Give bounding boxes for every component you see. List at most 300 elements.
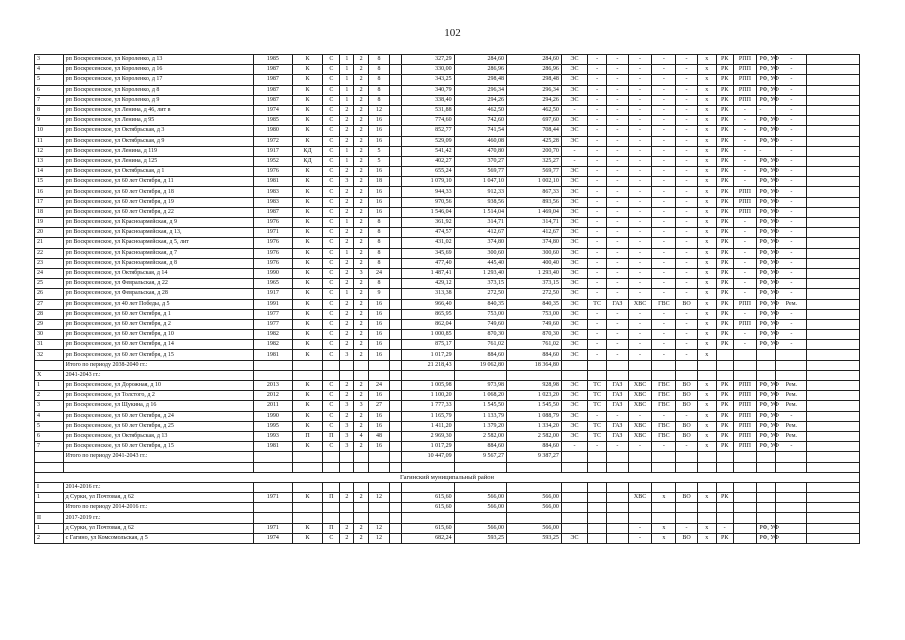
cell-extra — [807, 391, 860, 401]
cell-rem: - — [776, 340, 807, 350]
cell-total-area — [402, 482, 454, 492]
cell-address: рп Воскресенское, ул Красноармейская, д 7 — [63, 248, 254, 258]
cell-rem: Рем. — [776, 381, 807, 391]
cell-rk — [716, 350, 733, 360]
cell-rf-uf — [757, 503, 776, 513]
cell-total-area: 615,60 — [402, 523, 454, 533]
cell-wall-material: К — [292, 523, 323, 533]
cell-rk: РК — [716, 136, 733, 146]
cell-type: С — [323, 309, 340, 319]
cell-es: ЭС — [561, 187, 587, 197]
cell-year: 1987 — [254, 65, 292, 75]
cell-entrances — [354, 482, 368, 492]
cell-rem: Рем. — [776, 299, 807, 309]
cell-es: ЭС — [561, 401, 587, 411]
cell-rf-uf: РФ, УФ — [757, 421, 776, 431]
cell-address: рп Воскресенское, ул Красноармейская, д 5, лит — [63, 238, 254, 248]
cell-entrances: 2 — [354, 197, 368, 207]
cell-wall-material: К — [292, 493, 323, 503]
cell-type: С — [323, 279, 340, 289]
cell-floors: 1 — [340, 65, 354, 75]
cell-hvs: - — [628, 75, 652, 85]
cell-address: 2041-2043 гг.: — [63, 370, 254, 380]
table-row — [35, 75, 860, 85]
cell-entrances — [354, 503, 368, 513]
cell-floors: 3 — [340, 401, 354, 411]
cell-year — [254, 370, 292, 380]
cell-extra — [807, 493, 860, 503]
cell-year: 1980 — [254, 126, 292, 136]
cell-rpp: - — [733, 268, 757, 278]
cell-ts: - — [588, 319, 607, 329]
cell-apartments — [368, 503, 389, 513]
table-row — [35, 105, 860, 115]
cell-vo: - — [676, 319, 697, 329]
cell-rk: РК — [716, 75, 733, 85]
cell-living-area: 884,60 — [454, 442, 506, 452]
cell-rem: - — [776, 105, 807, 115]
cell-extra — [807, 279, 860, 289]
cell-address: рп Воскресенское, ул Октябрьская, д 14 — [63, 268, 254, 278]
cell-address: рп Воскресенское, ул 60 лет Октября, д 15 — [63, 442, 254, 452]
cell-extra — [807, 105, 860, 115]
cell-living-area: 1 068,20 — [454, 391, 506, 401]
cell-floors: 2 — [340, 411, 354, 421]
cell-address: рп Воскресенское, ул Ленина, д 119 — [63, 146, 254, 156]
cell-blank — [390, 462, 402, 472]
cell-wall-material: К — [292, 218, 323, 228]
cell-number: II — [35, 513, 64, 523]
cell-apartments: 8 — [368, 55, 389, 65]
cell-address: рп Воскресенское, ул Октябрьская, д 13 — [63, 431, 254, 441]
cell-vo: ВО — [676, 381, 697, 391]
cell-living-area: 272,50 — [454, 289, 506, 299]
cell-residential-area: 697,60 — [507, 116, 562, 126]
cell-type: П — [323, 431, 340, 441]
cell-number: 6 — [35, 431, 64, 441]
cell-rf-uf: РФ, УФ — [757, 116, 776, 126]
cell-wall-material: К — [292, 85, 323, 95]
cell-type: С — [323, 197, 340, 207]
cell-address: рп Воскресенское, ул 60 лет Октября, д 24 — [63, 411, 254, 421]
cell-vo — [676, 360, 697, 370]
cell-wall-material: К — [292, 401, 323, 411]
cell-address: рп Воскресенское, ул 60 лет Октября, д 22 — [63, 207, 254, 217]
cell-living-area: 374,80 — [454, 238, 506, 248]
cell-address: рп Воскресенское, ул 60 лет Октября, д 15 — [63, 350, 254, 360]
cell-vo: - — [676, 146, 697, 156]
cell-rk: РК — [716, 319, 733, 329]
cell-hvs — [628, 452, 652, 462]
cell-floors: 1 — [340, 95, 354, 105]
cell-wall-material — [292, 482, 323, 492]
cell-floors: 2 — [340, 319, 354, 329]
cell-rem: - — [776, 167, 807, 177]
cell-total-area — [402, 370, 454, 380]
cell-x — [697, 462, 716, 472]
table-row — [35, 503, 860, 513]
cell-year: 1974 — [254, 105, 292, 115]
cell-rem: - — [776, 146, 807, 156]
cell-rk: РК — [716, 299, 733, 309]
cell-living-area — [454, 370, 506, 380]
cell-number: 14 — [35, 167, 64, 177]
cell-gaz: - — [607, 228, 628, 238]
cell-type: С — [323, 391, 340, 401]
cell-es: ЭС — [561, 238, 587, 248]
cell-floors: 2 — [340, 330, 354, 340]
cell-gvs: - — [652, 350, 676, 360]
table-row — [35, 482, 860, 492]
cell-total-area: 431,02 — [402, 238, 454, 248]
cell-rem: - — [776, 126, 807, 136]
cell-residential-area: 400,40 — [507, 258, 562, 268]
cell-living-area: 1 514,04 — [454, 207, 506, 217]
cell-apartments: 18 — [368, 177, 389, 187]
cell-residential-area: 1 088,79 — [507, 411, 562, 421]
cell-living-area: 298,48 — [454, 75, 506, 85]
cell-gaz — [607, 523, 628, 533]
cell-blank — [390, 452, 402, 462]
cell-rf-uf: РФ, УФ — [757, 431, 776, 441]
cell-ts — [588, 523, 607, 533]
table-row — [35, 309, 860, 319]
cell-total-area: 1 079,10 — [402, 177, 454, 187]
cell-gvs: - — [652, 136, 676, 146]
cell-apartments: 16 — [368, 411, 389, 421]
cell-ts: ТС — [588, 299, 607, 309]
cell-residential-area: 286,96 — [507, 65, 562, 75]
cell-rk: РК — [716, 55, 733, 65]
cell-ts — [588, 482, 607, 492]
cell-apartments: 16 — [368, 126, 389, 136]
cell-hvs — [628, 370, 652, 380]
cell-gaz: - — [607, 207, 628, 217]
cell-gaz: - — [607, 146, 628, 156]
cell-rk: РК — [716, 248, 733, 258]
cell-address: рп Воскресенское, ул 60 лет Октября, д 19 — [63, 197, 254, 207]
cell-vo — [676, 462, 697, 472]
cell-gaz: - — [607, 126, 628, 136]
section-title: Гагинский муниципальный район — [35, 472, 860, 482]
cell-rk: РК — [716, 85, 733, 95]
cell-address: рп Воскресенское, ул Щукина, д 16 — [63, 401, 254, 411]
cell-total-area: 774,60 — [402, 116, 454, 126]
cell-number: 4 — [35, 65, 64, 75]
cell-blank — [390, 177, 402, 187]
cell-floors: 2 — [340, 238, 354, 248]
cell-gvs: ГВС — [652, 431, 676, 441]
cell-gvs: - — [652, 228, 676, 238]
cell-gaz — [607, 452, 628, 462]
cell-x: х — [697, 330, 716, 340]
cell-wall-material — [292, 370, 323, 380]
cell-rpp: РПП — [733, 95, 757, 105]
cell-floors — [340, 452, 354, 462]
cell-address: рп Воскресенское, ул Короленко, д 9 — [63, 95, 254, 105]
cell-vo — [676, 513, 697, 523]
cell-residential-area: 300,60 — [507, 248, 562, 258]
cell-extra — [807, 75, 860, 85]
cell-number: 1 — [35, 381, 64, 391]
cell-floors: 2 — [340, 187, 354, 197]
cell-rf-uf: РФ, УФ — [757, 136, 776, 146]
cell-year: 1917 — [254, 289, 292, 299]
cell-rpp: - — [733, 136, 757, 146]
cell-blank — [390, 75, 402, 85]
cell-rf-uf: РФ, УФ — [757, 167, 776, 177]
cell-rk: РК — [716, 187, 733, 197]
cell-living-area: 742,60 — [454, 116, 506, 126]
cell-living-area — [454, 513, 506, 523]
cell-entrances: 2 — [354, 218, 368, 228]
cell-apartments: 8 — [368, 85, 389, 95]
cell-rf-uf — [757, 370, 776, 380]
cell-rem: Рем. — [776, 421, 807, 431]
cell-type: С — [323, 381, 340, 391]
cell-vo: - — [676, 167, 697, 177]
cell-ts: ТС — [588, 381, 607, 391]
cell-blank — [390, 105, 402, 115]
cell-apartments — [368, 462, 389, 472]
cell-rpp: - — [733, 167, 757, 177]
cell-gvs: - — [652, 207, 676, 217]
cell-hvs: - — [628, 207, 652, 217]
cell-x: х — [697, 279, 716, 289]
cell-type: С — [323, 218, 340, 228]
table-row — [35, 391, 860, 401]
table-row — [35, 523, 860, 533]
cell-year: 1983 — [254, 197, 292, 207]
cell-residential-area: 867,33 — [507, 187, 562, 197]
cell-floors: 1 — [340, 218, 354, 228]
cell-blank — [390, 207, 402, 217]
cell-number: 6 — [35, 85, 64, 95]
cell-rpp: - — [733, 330, 757, 340]
cell-total-area: 531,88 — [402, 105, 454, 115]
cell-address: рп Воскресенское, ул Октябрьская, д 9 — [63, 136, 254, 146]
cell-gvs: ГВС — [652, 391, 676, 401]
table-row — [35, 126, 860, 136]
cell-rf-uf: РФ, УФ — [757, 289, 776, 299]
cell-es: ЭС — [561, 55, 587, 65]
cell-es: ЭС — [561, 299, 587, 309]
cell-total-area: 10 447,09 — [402, 452, 454, 462]
cell-type: С — [323, 65, 340, 75]
cell-address: рп Воскресенское, ул Февральская, д 22 — [63, 279, 254, 289]
cell-x: х — [697, 289, 716, 299]
cell-x: х — [697, 350, 716, 360]
cell-residential-area: 200,70 — [507, 146, 562, 156]
cell-residential-area: 284,60 — [507, 55, 562, 65]
cell-extra — [807, 187, 860, 197]
cell-living-area — [454, 462, 506, 472]
cell-gvs: - — [652, 75, 676, 85]
cell-floors: 1 — [340, 55, 354, 65]
cell-year: 1990 — [254, 268, 292, 278]
cell-extra — [807, 258, 860, 268]
cell-number: 2 — [35, 391, 64, 401]
cell-hvs: ХВС — [628, 391, 652, 401]
cell-hvs: - — [628, 177, 652, 187]
cell-wall-material: К — [292, 258, 323, 268]
cell-apartments: 8 — [368, 218, 389, 228]
cell-type: С — [323, 421, 340, 431]
cell-gvs — [652, 452, 676, 462]
cell-living-area: 569,77 — [454, 167, 506, 177]
cell-rpp: - — [733, 279, 757, 289]
cell-apartments: 8 — [368, 248, 389, 258]
cell-floors — [340, 462, 354, 472]
cell-x: х — [697, 105, 716, 115]
cell-address: д Сурки, ул Почтовая, д 62 — [63, 523, 254, 533]
cell-total-area: 682,24 — [402, 533, 454, 543]
cell-gaz: - — [607, 330, 628, 340]
cell-floors: 2 — [340, 309, 354, 319]
cell-hvs: - — [628, 187, 652, 197]
cell-entrances: 2 — [354, 238, 368, 248]
cell-vo: - — [676, 279, 697, 289]
cell-entrances: 2 — [354, 421, 368, 431]
cell-extra — [807, 116, 860, 126]
cell-gvs: - — [652, 197, 676, 207]
cell-ts: ТС — [588, 391, 607, 401]
cell-hvs: - — [628, 55, 652, 65]
cell-rf-uf: РФ, УФ — [757, 238, 776, 248]
table-row — [35, 95, 860, 105]
cell-address: рп Воскресенское, ул Короленко, д 17 — [63, 75, 254, 85]
cell-blank — [390, 289, 402, 299]
cell-address: рп Воскресенское, ул Дорожная, д 10 — [63, 381, 254, 391]
cell-blank — [390, 85, 402, 95]
cell-type — [323, 360, 340, 370]
cell-es: ЭС — [561, 309, 587, 319]
cell-hvs: - — [628, 350, 652, 360]
cell-floors: 2 — [340, 533, 354, 543]
cell-gaz: - — [607, 442, 628, 452]
cell-rpp — [733, 533, 757, 543]
cell-x — [697, 452, 716, 462]
cell-entrances: 2 — [354, 126, 368, 136]
cell-entrances: 2 — [354, 381, 368, 391]
cell-hvs: - — [628, 146, 652, 156]
table-row — [35, 350, 860, 360]
cell-floors: 3 — [340, 421, 354, 431]
cell-rf-uf: РФ, УФ — [757, 156, 776, 166]
cell-floors: 2 — [340, 126, 354, 136]
cell-gvs: ГВС — [652, 381, 676, 391]
cell-ts: - — [588, 258, 607, 268]
cell-gvs: - — [652, 167, 676, 177]
cell-entrances — [354, 513, 368, 523]
cell-extra — [807, 381, 860, 391]
table-row — [35, 207, 860, 217]
cell-x — [697, 370, 716, 380]
table-row — [35, 197, 860, 207]
cell-number: 7 — [35, 95, 64, 105]
cell-x: х — [697, 65, 716, 75]
cell-residential-area: 294,26 — [507, 95, 562, 105]
cell-x: х — [697, 55, 716, 65]
cell-gaz — [607, 482, 628, 492]
cell-gvs — [652, 482, 676, 492]
cell-gvs — [652, 462, 676, 472]
cell-vo — [676, 370, 697, 380]
cell-gaz: - — [607, 156, 628, 166]
cell-rf-uf — [757, 482, 776, 492]
cell-floors: 2 — [340, 116, 354, 126]
cell-ts — [588, 360, 607, 370]
cell-gvs: - — [652, 319, 676, 329]
cell-year: 2013 — [254, 381, 292, 391]
cell-floors: 1 — [340, 146, 354, 156]
cell-hvs: ХВС — [628, 493, 652, 503]
cell-year: 1983 — [254, 187, 292, 197]
table-row — [35, 187, 860, 197]
cell-wall-material: К — [292, 228, 323, 238]
cell-gaz: - — [607, 197, 628, 207]
cell-hvs: - — [628, 105, 652, 115]
cell-wall-material: К — [292, 299, 323, 309]
cell-ts: - — [588, 197, 607, 207]
cell-type: П — [323, 523, 340, 533]
cell-gaz: - — [607, 238, 628, 248]
cell-rk: РК — [716, 167, 733, 177]
cell-ts: - — [588, 65, 607, 75]
cell-floors: 1 — [340, 85, 354, 95]
cell-type: С — [323, 126, 340, 136]
cell-rpp — [733, 493, 757, 503]
cell-extra — [807, 197, 860, 207]
cell-number: 28 — [35, 309, 64, 319]
cell-entrances: 2 — [354, 289, 368, 299]
cell-rk: РК — [716, 95, 733, 105]
cell-vo: - — [676, 126, 697, 136]
cell-number: 17 — [35, 197, 64, 207]
cell-rk — [716, 513, 733, 523]
cell-rf-uf: РФ, УФ — [757, 319, 776, 329]
cell-rem: - — [776, 319, 807, 329]
cell-es: ЭС — [561, 289, 587, 299]
cell-wall-material: К — [292, 309, 323, 319]
cell-rem — [776, 452, 807, 462]
cell-gaz: - — [607, 95, 628, 105]
cell-floors: 2 — [340, 197, 354, 207]
cell-apartments: 24 — [368, 381, 389, 391]
cell-rem: Рем. — [776, 431, 807, 441]
cell-living-area: 1 379,20 — [454, 421, 506, 431]
cell-hvs: ХВС — [628, 421, 652, 431]
cell-number — [35, 452, 64, 462]
cell-wall-material: К — [292, 411, 323, 421]
cell-rem: - — [776, 95, 807, 105]
cell-address: рп Воскресенское, ул 60 лет Октября, д 18 — [63, 187, 254, 197]
cell-floors: 1 — [340, 75, 354, 85]
cell-rk: РК — [716, 442, 733, 452]
cell-gaz: - — [607, 116, 628, 126]
cell-x: х — [697, 391, 716, 401]
cell-rem — [776, 493, 807, 503]
cell-rem: - — [776, 136, 807, 146]
cell-floors: 2 — [340, 279, 354, 289]
cell-vo — [676, 482, 697, 492]
cell-number: 8 — [35, 105, 64, 115]
cell-year — [254, 360, 292, 370]
cell-type — [323, 513, 340, 523]
cell-rk — [716, 503, 733, 513]
cell-hvs: - — [628, 116, 652, 126]
cell-total-area: 345,69 — [402, 248, 454, 258]
